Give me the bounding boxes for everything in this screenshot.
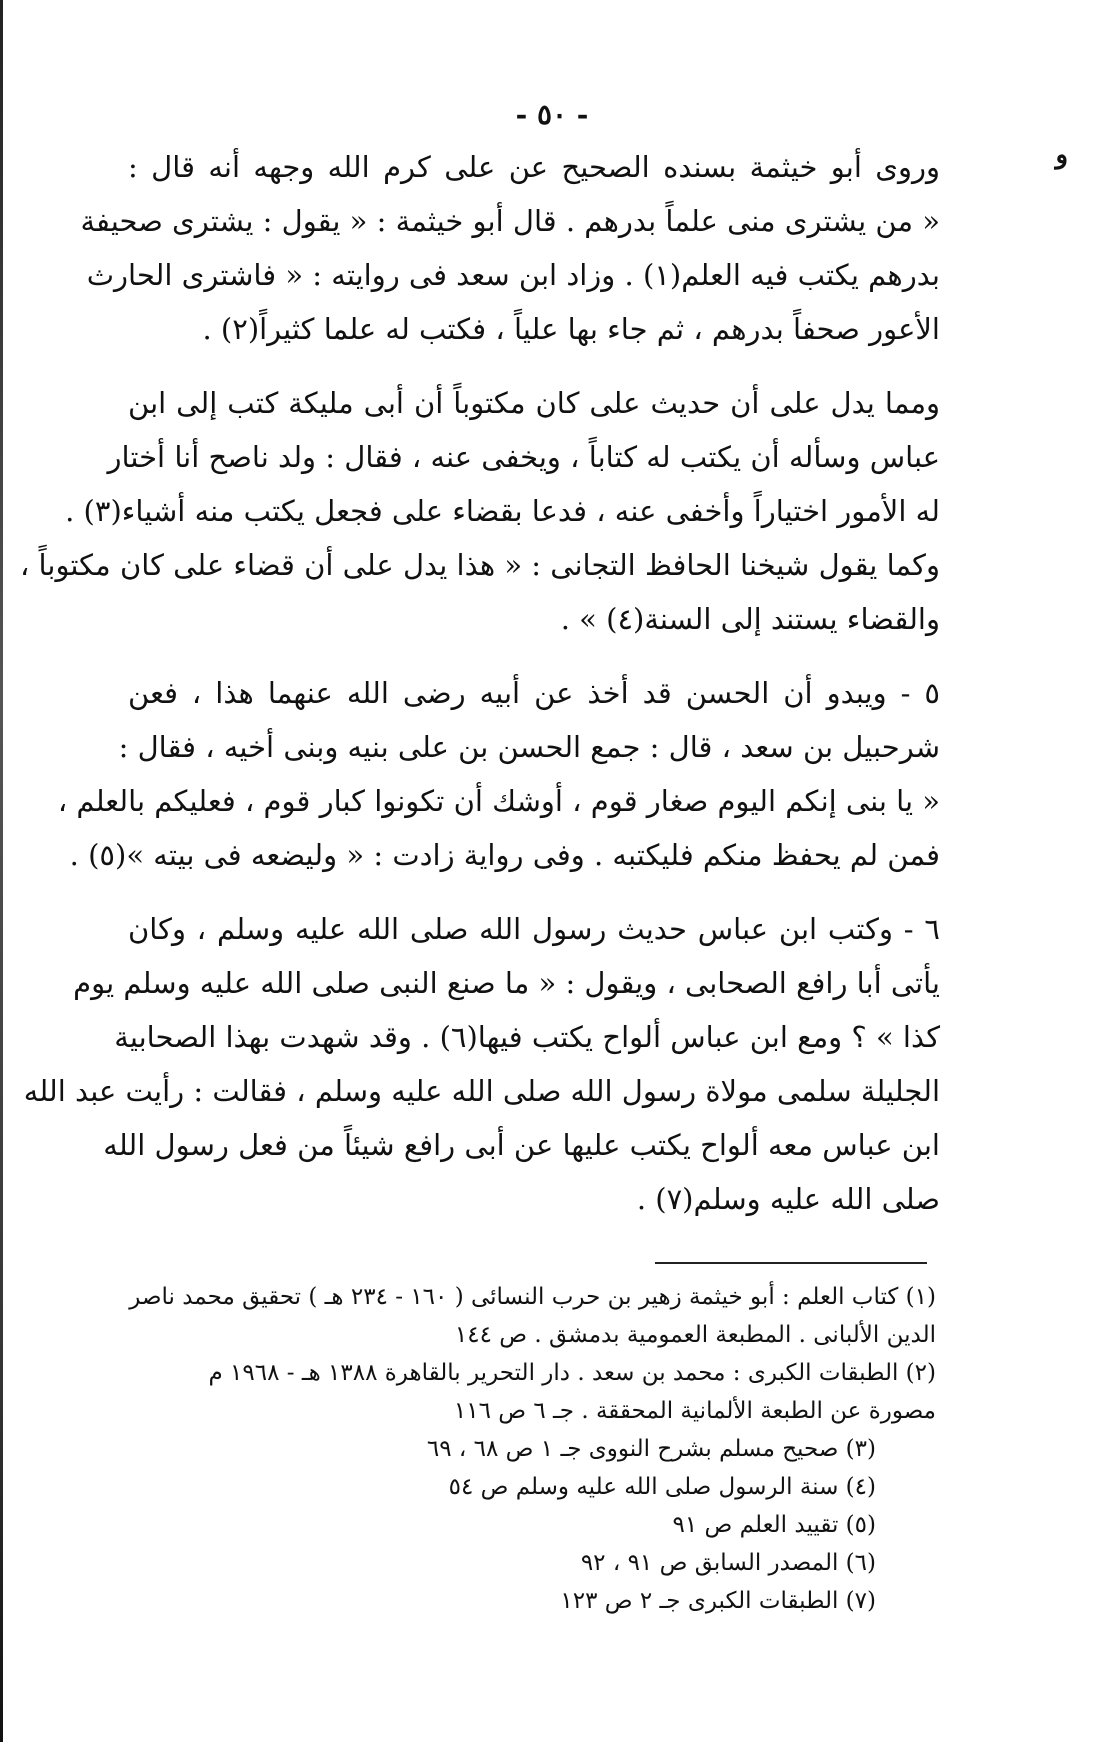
text-line: ابن عباس معه ألواح يكتب عليها عن أبى رافع شيئاً من فعل رسول الله	[103, 1128, 940, 1162]
text-line: « يا بنى إنكم اليوم صغار قوم ، أوشك أن تكونوا كبار قوم ، فعليكم بالعلم ،	[57, 784, 940, 818]
text-line: والقضاء يستند إلى السنة(٤) » .	[560, 602, 940, 636]
text-line: ومما يدل على أن حديث على كان مكتوباً أن أبى مليكة كتب إلى ابن	[128, 386, 940, 420]
footnote: (١) كتاب العلم : أبو خيثمة زهير بن حرب النسائى ( ١٦٠ - ٢٣٤ هـ ) تحقيق محمد ناصر	[129, 1284, 936, 1310]
text-line: بدرهم يكتب فيه العلم(١) . وزاد ابن سعد فى روايته : « فاشترى الحارث	[86, 258, 940, 292]
paragraph	[57, 666, 940, 882]
text-line: الأعور صحفاً بدرهم ، ثم جاء بها علياً ، فكتب له علما كثيراً(٢) .	[202, 312, 940, 346]
footnote: (٦) المصدر السابق ص ٩١ ، ٩٢	[580, 1550, 876, 1576]
text-line: كذا » ؟ ومع ابن عباس ألواح يكتب فيها(٦) . وقد شهدت بهذا الصحابية	[114, 1020, 940, 1054]
paragraph	[19, 376, 940, 646]
footnote-continuation: الدين الألبانى . المطبعة العمومية بدمشق . ص ١٤٤	[454, 1322, 936, 1348]
text-line: صلى الله عليه وسلم(٧) .	[636, 1182, 940, 1216]
text-line: له الأمور اختياراً وأخفى عنه ، فدعا بقضاء على فجعل يكتب منه أشياء(٣) .	[65, 494, 940, 528]
text-line: وكما يقول شيخنا الحافظ التجانى : « هذا يدل على أن قضاء على كان مكتوباً ،	[19, 548, 940, 582]
text-line: يأتى أبا رافع الصحابى ، ويقول : « ما صنع النبى صلى الله عليه وسلم يوم	[73, 966, 940, 1000]
text-line: « من يشترى منى علماً بدرهم . قال أبو خيثمة : « يقول : يشترى صحيفة	[80, 204, 940, 238]
footnote: (٤) سنة الرسول صلى الله عليه وسلم ص ٥٤	[448, 1474, 876, 1500]
text-line: ٦ - وكتب ابن عباس حديث رسول الله صلى الله عليه وسلم ، وكان	[128, 912, 940, 946]
text-line: شرحبيل بن سعد ، قال : جمع الحسن بن على بنيه وبنى أخيه ، فقال :	[118, 730, 940, 764]
footnote: (٢) الطبقات الكبرى : محمد بن سعد . دار التحرير بالقاهرة ١٣٨٨ هـ - ١٩٦٨ م	[208, 1360, 936, 1386]
text-line: ٥ - ويبدو أن الحسن قد أخذ عن أبيه رضى الله عنهما هذا ، فعن	[128, 676, 940, 710]
footnote: (٣) صحيح مسلم بشرح النووى جـ ١ ص ٦٨ ، ٦٩	[426, 1436, 876, 1462]
text-line: عباس وسأله أن يكتب له كتاباً ، ويخفى عنه ، فقال : ولد ناصح أنا أختار	[107, 440, 940, 474]
paragraph	[23, 902, 940, 1226]
scan-edge	[0, 0, 3, 1742]
margin-mark: و	[1055, 140, 1068, 170]
page-number: - ٥٠ -	[515, 98, 589, 131]
footnote: (٥) تقييد العلم ص ٩١	[672, 1512, 876, 1538]
footnote: (٧) الطبقات الكبرى جـ ٢ ص ١٢٣	[560, 1588, 876, 1614]
text-line: فمن لم يحفظ منكم فليكتبه . وفى رواية زادت : « وليضعه فى بيته »(٥) .	[69, 838, 940, 872]
text-line: وروى أبو خيثمة بسنده الصحيح عن على كرم الله وجهه أنه قال :	[128, 150, 940, 184]
footnotes	[94, 1278, 936, 1620]
paragraph	[80, 140, 940, 356]
footnote-continuation: مصورة عن الطبعة الألمانية المحققة . جـ ٦ ص ١١٦	[453, 1398, 936, 1424]
text-line: الجليلة سلمى مولاة رسول الله صلى الله عليه وسلم ، فقالت : رأيت عبد الله	[23, 1074, 940, 1108]
footnote-rule	[655, 1262, 927, 1264]
body-text	[19, 140, 940, 1246]
